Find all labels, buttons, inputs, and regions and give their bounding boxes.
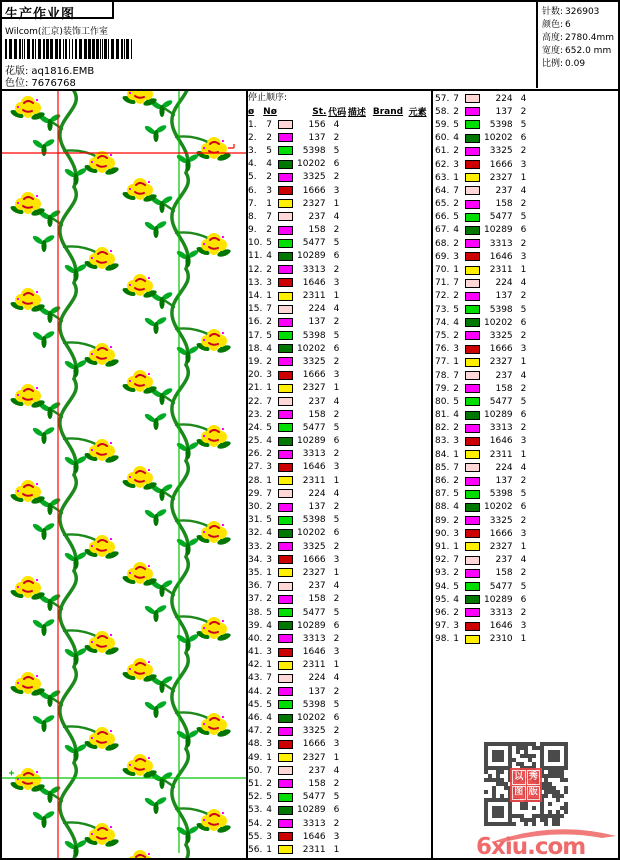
color-swatch xyxy=(278,568,293,577)
color-swatch xyxy=(465,582,480,591)
color-swatch xyxy=(465,490,480,499)
table-row: 86. 2 137 2 xyxy=(435,476,527,487)
table-row: 69. 3 1646 3 xyxy=(435,251,527,262)
color-swatch xyxy=(465,569,480,578)
table-row: 12. 2 3313 2 xyxy=(248,264,340,275)
table-row: 38. 5 5477 5 xyxy=(248,607,340,618)
color-swatch xyxy=(278,621,293,630)
table-row: 68. 2 3313 2 xyxy=(435,238,527,249)
table-row: 98. 1 2310 1 xyxy=(435,634,527,645)
vine-column-left xyxy=(9,91,119,858)
table-rows-right xyxy=(435,92,617,646)
color-swatch xyxy=(278,292,293,301)
table-row: 60. 4 10202 6 xyxy=(435,133,527,144)
color-swatch xyxy=(278,740,293,749)
color-swatch xyxy=(465,595,480,604)
color-swatch xyxy=(465,397,480,406)
table-row: 9. 2 158 2 xyxy=(248,225,340,236)
color-swatch xyxy=(278,120,293,129)
table-row: 90. 3 1666 3 xyxy=(435,528,527,539)
colorway-label: 色位: xyxy=(5,78,29,89)
table-row: 97. 3 1646 3 xyxy=(435,621,527,632)
color-swatch xyxy=(278,199,293,208)
color-swatch xyxy=(278,278,293,287)
color-swatch xyxy=(278,529,293,538)
color-swatch xyxy=(465,226,480,235)
vine-column-right xyxy=(121,91,231,858)
table-row: 79. 2 158 2 xyxy=(435,383,527,394)
table-row: 58. 2 137 2 xyxy=(435,106,527,117)
table-row: 49. 1 2327 1 xyxy=(248,752,340,763)
color-swatch xyxy=(278,727,293,736)
table-row: 93. 2 158 2 xyxy=(435,568,527,579)
table-row: 25. 4 10289 6 xyxy=(248,436,340,447)
color-swatch xyxy=(465,516,480,525)
table-row: 43. 7 224 4 xyxy=(248,673,340,684)
table-row: 53. 4 10289 6 xyxy=(248,805,340,816)
table-row: 4. 4 10202 6 xyxy=(248,159,340,170)
stitch-count-row: 针数: 326903 xyxy=(542,7,600,17)
color-swatch xyxy=(465,622,480,631)
color-swatch xyxy=(278,160,293,169)
table-row: 87. 5 5398 5 xyxy=(435,489,527,500)
color-swatch xyxy=(465,424,480,433)
color-swatch xyxy=(278,634,293,643)
color-swatch xyxy=(278,608,293,617)
design-preview xyxy=(2,91,248,858)
table-row: 10. 5 5477 5 xyxy=(248,238,340,249)
info-panel xyxy=(536,2,620,88)
scale-row: 比例: 0.09 xyxy=(542,59,586,69)
color-swatch xyxy=(465,160,480,169)
table-row: 11. 4 10289 6 xyxy=(248,251,340,262)
color-swatch xyxy=(465,608,480,617)
color-swatch xyxy=(465,239,480,248)
color-swatch xyxy=(278,516,293,525)
table-row: 17. 5 5398 5 xyxy=(248,330,340,341)
color-swatch xyxy=(278,305,293,314)
table-row: 31. 5 5398 5 xyxy=(248,515,340,526)
table-row: 50. 7 237 4 xyxy=(248,765,340,776)
color-swatch xyxy=(465,213,480,222)
table-row: 34. 3 1666 3 xyxy=(248,554,340,565)
table-row: 77. 1 2327 1 xyxy=(435,357,527,368)
barcode xyxy=(5,39,138,59)
table-row: 65. 2 158 2 xyxy=(435,199,527,210)
color-swatch xyxy=(278,595,293,604)
color-swatch xyxy=(465,358,480,367)
table-row: 71. 7 224 4 xyxy=(435,278,527,289)
table-row: 81. 4 10289 6 xyxy=(435,410,527,421)
table-row: 3. 5 5398 5 xyxy=(248,145,340,156)
table-row: 23. 2 158 2 xyxy=(248,409,340,420)
table-row: 2. 2 137 2 xyxy=(248,132,340,143)
table-row: 52. 5 5477 5 xyxy=(248,792,340,803)
color-swatch xyxy=(278,265,293,274)
table-row: 22. 7 237 4 xyxy=(248,396,340,407)
table-row: 35. 1 2327 1 xyxy=(248,567,340,578)
table-row: 91. 1 2327 1 xyxy=(435,541,527,552)
column-header-description: 描述 xyxy=(347,108,366,118)
table-row: 26. 2 3313 2 xyxy=(248,449,340,460)
table-caption: 停止顺序: xyxy=(248,93,288,103)
table-row: 95. 4 10289 6 xyxy=(435,594,527,605)
color-swatch xyxy=(278,503,293,512)
table-row: 44. 2 137 2 xyxy=(248,686,340,697)
column-header-needle: Nø xyxy=(263,106,277,117)
color-swatch xyxy=(278,133,293,142)
color-swatch xyxy=(278,845,293,854)
table-row: 1. 7 156 4 xyxy=(248,119,340,130)
table-row: 33. 2 3325 2 xyxy=(248,541,340,552)
color-swatch xyxy=(278,766,293,775)
color-swatch xyxy=(465,134,480,143)
color-swatch xyxy=(465,542,480,551)
color-swatch xyxy=(278,674,293,683)
table-row: 57. 7 224 4 xyxy=(435,93,527,104)
table-row: 73. 5 5398 5 xyxy=(435,304,527,315)
color-swatch xyxy=(465,331,480,340)
color-swatch xyxy=(278,423,293,432)
table-row: 55. 3 1646 3 xyxy=(248,831,340,842)
table-row: 5. 2 3325 2 xyxy=(248,172,340,183)
table-column-divider xyxy=(431,91,433,858)
color-swatch xyxy=(278,371,293,380)
color-swatch xyxy=(465,173,480,182)
color-swatch xyxy=(465,503,480,512)
color-swatch xyxy=(278,779,293,788)
color-swatch xyxy=(278,186,293,195)
color-swatch xyxy=(278,384,293,393)
color-swatch xyxy=(278,700,293,709)
table-row: 37. 2 158 2 xyxy=(248,594,340,605)
table-row: 27. 3 1646 3 xyxy=(248,462,340,473)
table-row: 96. 2 3313 2 xyxy=(435,607,527,618)
color-swatch xyxy=(278,476,293,485)
color-swatch xyxy=(278,648,293,657)
color-swatch xyxy=(278,806,293,815)
table-row: 75. 2 3325 2 xyxy=(435,330,527,341)
color-swatch xyxy=(465,411,480,420)
colorway-value: 7676768 xyxy=(31,78,76,89)
table-rows-left xyxy=(248,118,430,857)
table-row: 36. 7 237 4 xyxy=(248,581,340,592)
table-row: 20. 3 1666 3 xyxy=(248,370,340,381)
table-row: 67. 4 10289 6 xyxy=(435,225,527,236)
color-swatch xyxy=(278,344,293,353)
table-row: 29. 7 224 4 xyxy=(248,488,340,499)
table-row: 89. 2 3325 2 xyxy=(435,515,527,526)
color-swatch xyxy=(278,226,293,235)
table-row: 80. 5 5477 5 xyxy=(435,396,527,407)
color-swatch xyxy=(465,252,480,261)
color-swatch xyxy=(278,793,293,802)
color-swatch xyxy=(278,397,293,406)
color-swatch xyxy=(278,318,293,327)
column-header-code: 代码 xyxy=(328,108,347,118)
color-swatch xyxy=(465,186,480,195)
table-row: 72. 2 137 2 xyxy=(435,291,527,302)
color-swatch xyxy=(278,331,293,340)
table-row: 83. 3 1646 3 xyxy=(435,436,527,447)
color-swatch xyxy=(278,542,293,551)
table-row: 15. 7 224 4 xyxy=(248,304,340,315)
color-count-row: 颜色: 6 xyxy=(542,20,571,30)
color-swatch xyxy=(278,555,293,564)
color-swatch xyxy=(278,832,293,841)
table-row: 7. 1 2327 1 xyxy=(248,198,340,209)
table-row: 54. 2 3313 2 xyxy=(248,818,340,829)
color-swatch xyxy=(278,819,293,828)
table-row: 66. 5 5477 5 xyxy=(435,212,527,223)
table-row: 41. 3 1646 3 xyxy=(248,647,340,658)
vine-motif xyxy=(2,91,246,858)
color-swatch xyxy=(278,714,293,723)
watermark-text: 6xiu.com xyxy=(476,834,586,860)
table-row: 6. 3 1666 3 xyxy=(248,185,340,196)
color-swatch xyxy=(278,661,293,670)
color-swatch xyxy=(278,687,293,696)
color-swatch xyxy=(465,450,480,459)
color-swatch xyxy=(465,477,480,486)
stop-sequence-table-left xyxy=(248,92,430,857)
title-box xyxy=(2,2,114,22)
color-swatch xyxy=(278,239,293,248)
color-swatch xyxy=(465,437,480,446)
color-swatch xyxy=(278,582,293,591)
table-row: 74. 4 10202 6 xyxy=(435,317,527,328)
color-swatch xyxy=(465,120,480,129)
color-swatch xyxy=(278,450,293,459)
color-swatch xyxy=(465,266,480,275)
color-swatch xyxy=(465,200,480,209)
color-swatch xyxy=(465,384,480,393)
stop-sequence-table-right xyxy=(435,92,617,646)
color-swatch xyxy=(465,147,480,156)
table-row: 76. 3 1666 3 xyxy=(435,344,527,355)
color-swatch xyxy=(278,463,293,472)
color-swatch xyxy=(465,556,480,565)
table-row: 82. 2 3313 2 xyxy=(435,423,527,434)
qr-code xyxy=(482,740,570,828)
color-swatch xyxy=(278,437,293,446)
table-row: 56. 1 2311 1 xyxy=(248,844,340,855)
table-row: 45. 5 5398 5 xyxy=(248,699,340,710)
column-header-brand: Brand xyxy=(372,106,404,117)
watermark-seal: 以 秀 图 版 xyxy=(510,768,542,802)
table-row: 21. 1 2327 1 xyxy=(248,383,340,394)
color-swatch xyxy=(278,357,293,366)
table-row: 47. 2 3325 2 xyxy=(248,726,340,737)
table-row: 70. 1 2311 1 xyxy=(435,265,527,276)
table-row: 30. 2 137 2 xyxy=(248,502,340,513)
table-header xyxy=(248,105,430,118)
color-swatch xyxy=(465,345,480,354)
column-header-elements: 元素 xyxy=(408,108,427,118)
table-row: 85. 7 224 4 xyxy=(435,462,527,473)
table-row: 42. 1 2311 1 xyxy=(248,660,340,671)
color-swatch xyxy=(278,212,293,221)
height-row: 高度: 2780.4mm xyxy=(542,33,615,43)
design-file-value: aq1816.EMB xyxy=(31,66,95,77)
table-row: 62. 3 1666 3 xyxy=(435,159,527,170)
table-row: 8. 7 237 4 xyxy=(248,211,340,222)
column-header-seq: ø xyxy=(248,106,255,117)
color-swatch xyxy=(465,292,480,301)
color-swatch xyxy=(465,305,480,314)
table-row: 14. 1 2311 1 xyxy=(248,291,340,302)
red-origin-mark xyxy=(228,144,234,148)
table-row: 48. 3 1666 3 xyxy=(248,739,340,750)
color-swatch xyxy=(465,279,480,288)
table-row: 13. 3 1646 3 xyxy=(248,277,340,288)
table-row: 84. 1 2311 1 xyxy=(435,449,527,460)
table-row: 88. 4 10202 6 xyxy=(435,502,527,513)
table-row: 32. 4 10202 6 xyxy=(248,528,340,539)
color-swatch xyxy=(278,146,293,155)
color-swatch xyxy=(465,371,480,380)
green-origin-mark xyxy=(9,771,14,776)
table-row: 59. 5 5398 5 xyxy=(435,119,527,130)
color-swatch xyxy=(278,252,293,261)
color-swatch xyxy=(278,753,293,762)
color-swatch xyxy=(465,463,480,472)
table-row: 94. 5 5477 5 xyxy=(435,581,527,592)
table-row: 24. 5 5477 5 xyxy=(248,422,340,433)
color-swatch xyxy=(278,410,293,419)
table-row: 92. 7 237 4 xyxy=(435,555,527,566)
color-swatch xyxy=(278,489,293,498)
colorway-line xyxy=(5,74,76,89)
table-row: 78. 7 237 4 xyxy=(435,370,527,381)
page-title: 生产作业图 xyxy=(5,7,76,22)
table-row: 19. 2 3325 2 xyxy=(248,356,340,367)
table-row: 28. 1 2311 1 xyxy=(248,475,340,486)
table-row: 51. 2 158 2 xyxy=(248,778,340,789)
width-row: 宽度: 652.0 mm xyxy=(542,46,612,56)
table-row: 46. 4 10202 6 xyxy=(248,713,340,724)
table-row: 18. 4 10202 6 xyxy=(248,343,340,354)
studio-name: Wilcom(汇京)装饰工作室 xyxy=(5,27,108,37)
table-row: 40. 2 3313 2 xyxy=(248,633,340,644)
color-swatch xyxy=(465,318,480,327)
color-swatch xyxy=(465,107,480,116)
color-swatch xyxy=(465,94,480,103)
table-row: 16. 2 137 2 xyxy=(248,317,340,328)
column-header-stitches: St. xyxy=(312,106,327,117)
site-watermark xyxy=(464,828,620,860)
table-row: 63. 1 2327 1 xyxy=(435,172,527,183)
table-row: 39. 4 10289 6 xyxy=(248,620,340,631)
color-swatch xyxy=(465,635,480,644)
color-swatch xyxy=(465,529,480,538)
color-swatch xyxy=(278,173,293,182)
table-row: 64. 7 237 4 xyxy=(435,185,527,196)
table-row: 61. 2 3325 2 xyxy=(435,146,527,157)
design-file-label: 花版: xyxy=(5,66,29,77)
